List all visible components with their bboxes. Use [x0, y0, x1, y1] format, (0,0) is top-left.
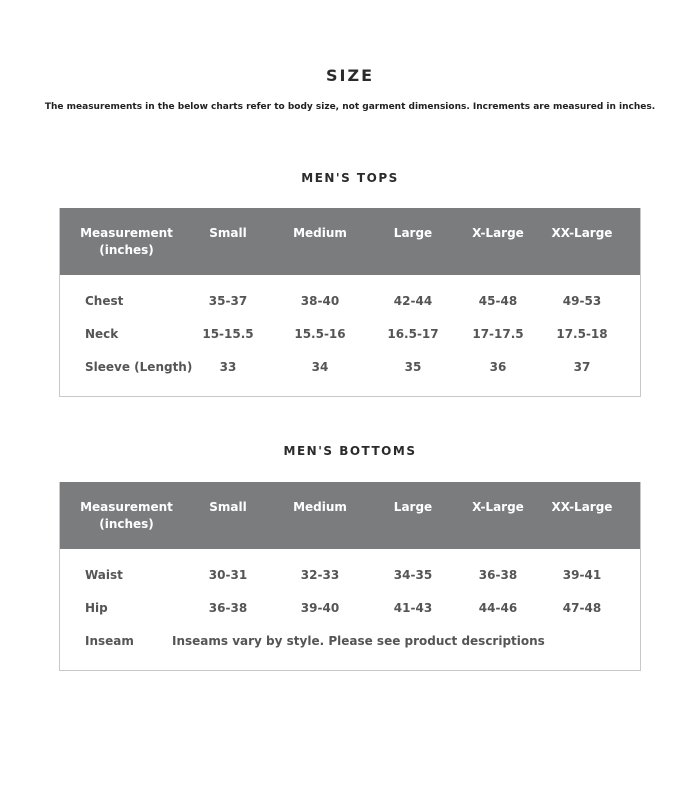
header-size-medium: Medium [293, 500, 347, 514]
bottoms-section-title: MEN'S BOTTOMS [283, 444, 417, 458]
row-label: Neck [85, 327, 119, 341]
tops-size-table [59, 208, 641, 397]
header-size-xlarge: X-Large [472, 226, 524, 240]
header-size-xlarge: X-Large [472, 500, 524, 514]
header-size-large: Large [393, 500, 433, 514]
bottoms-table-body [60, 549, 640, 670]
tops-table-body [60, 275, 640, 396]
table-cell: 41-43 [393, 601, 433, 615]
table-cell: 35-37 [208, 294, 248, 308]
row-label: Hip [85, 601, 108, 615]
header-measurement-line2: (inches) [99, 517, 154, 531]
header-measurement-line2: (inches) [99, 243, 154, 257]
table-cell: 17.5-18 [556, 327, 608, 341]
table-row [60, 285, 640, 318]
tops-table-header [60, 208, 640, 275]
row-label: Sleeve (Length) [85, 360, 193, 374]
table-cell: 30-31 [208, 568, 248, 582]
header-size-small: Small [209, 226, 247, 240]
table-cell: 42-44 [393, 294, 433, 308]
header-measurement-line1: Measurement [80, 226, 173, 240]
table-row-inseam [60, 625, 640, 658]
table-cell: 32-33 [300, 568, 340, 582]
header-measurement-line1: Measurement [80, 500, 173, 514]
table-cell: 39-41 [562, 568, 602, 582]
table-cell: 35 [404, 360, 422, 374]
table-row [60, 351, 640, 384]
table-cell: 17-17.5 [472, 327, 524, 341]
intro-text: The measurements in the below charts refer to body size, not garment dimensions. Increments are measured in inches. [44, 102, 656, 112]
table-cell: 15-15.5 [202, 327, 254, 341]
header-size-large: Large [393, 226, 433, 240]
table-cell: 36-38 [478, 568, 518, 582]
bottoms-table-header [60, 482, 640, 549]
table-row [60, 592, 640, 625]
table-cell: 34 [311, 360, 329, 374]
table-cell: 45-48 [478, 294, 518, 308]
row-label: Inseam [85, 634, 134, 648]
table-cell: 44-46 [478, 601, 518, 615]
page-title: SIZE [325, 66, 374, 85]
bottoms-size-table [59, 482, 641, 671]
header-size-medium: Medium [293, 226, 347, 240]
table-cell: 39-40 [300, 601, 340, 615]
table-cell: 34-35 [393, 568, 433, 582]
table-cell: 15.5-16 [294, 327, 346, 341]
header-measurement [74, 225, 179, 259]
tops-section-title: MEN'S TOPS [301, 171, 399, 185]
table-cell: 38-40 [300, 294, 340, 308]
row-label: Chest [85, 294, 124, 308]
table-cell: 16.5-17 [387, 327, 439, 341]
table-row [60, 559, 640, 592]
inseam-note: Inseams vary by style. Please see product descriptions [172, 634, 545, 648]
table-cell: 36 [489, 360, 507, 374]
table-cell: 37 [573, 360, 591, 374]
header-measurement [74, 499, 179, 533]
header-size-xxlarge: XX-Large [551, 226, 613, 240]
row-label: Waist [85, 568, 123, 582]
table-cell: 33 [219, 360, 237, 374]
header-size-xxlarge: XX-Large [551, 500, 613, 514]
table-cell: 36-38 [208, 601, 248, 615]
table-row [60, 318, 640, 351]
table-cell: 49-53 [562, 294, 602, 308]
table-cell: 47-48 [562, 601, 602, 615]
header-size-small: Small [209, 500, 247, 514]
